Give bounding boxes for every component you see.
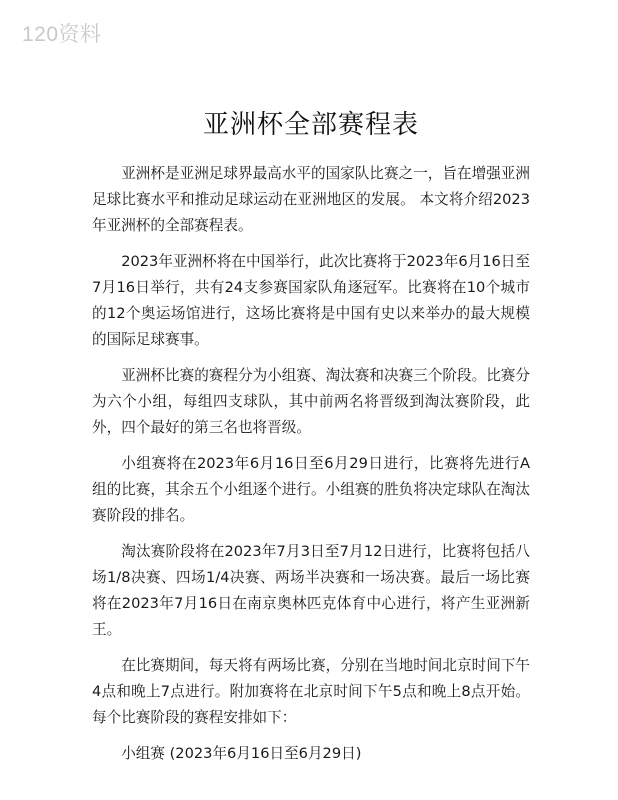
paragraph-host: 2023年亚洲杯将在中国举行，此次比赛将于2023年6月16日至7月16日举行，共有24支参赛国家队角逐冠军。比赛将在10个城市的12个奥运场馆进行，这场比赛将是中国有史以来举办的最大规模的国际足球赛事。	[92, 253, 530, 348]
paragraph-intro: 亚洲杯是亚洲足球界最高水平的国家队比赛之一，旨在增强亚洲足球比赛水平和推动足球运动在亚洲地区的发展。 本文将介绍2023年亚洲杯的全部赛程表。	[92, 165, 530, 234]
schedule-heading-group-stage: 小组赛 (2023年6月16日至6月29日)	[121, 745, 362, 762]
document-page	[92, 104, 530, 767]
paragraph-knockout-stage: 淘汰赛阶段将在2023年7月3日至7月12日进行，比赛将包括八场1/8决赛、四场1/4决赛、两场半决赛和一场决赛。最后一场比赛将在2023年7月16日在南京奥林匹克体育中心进行，将产生亚洲新王。	[92, 543, 530, 638]
paragraph-group-stage: 小组赛将在2023年6月16日至6月29日进行，比赛将先进行A组的比赛，其余五个小组逐个进行。小组赛的胜负将决定球队在淘汰赛阶段的排名。	[92, 455, 530, 524]
paragraph-format: 亚洲杯比赛的赛程分为小组赛、淘汰赛和决赛三个阶段。比赛分为六个小组，每组四支球队，其中前两名将晋级到淘汰赛阶段，此外，四个最好的第三名也将晋级。	[92, 367, 530, 436]
watermark-logo: 120资料	[22, 23, 102, 46]
paragraph-match-times: 在比赛期间，每天将有两场比赛，分别在当地时间北京时间下午4点和晚上7点进行。附加赛将在北京时间下午5点和晚上8点开始。每个比赛阶段的赛程安排如下：	[92, 657, 530, 726]
document-title: 亚洲杯全部赛程表	[202, 110, 419, 140]
